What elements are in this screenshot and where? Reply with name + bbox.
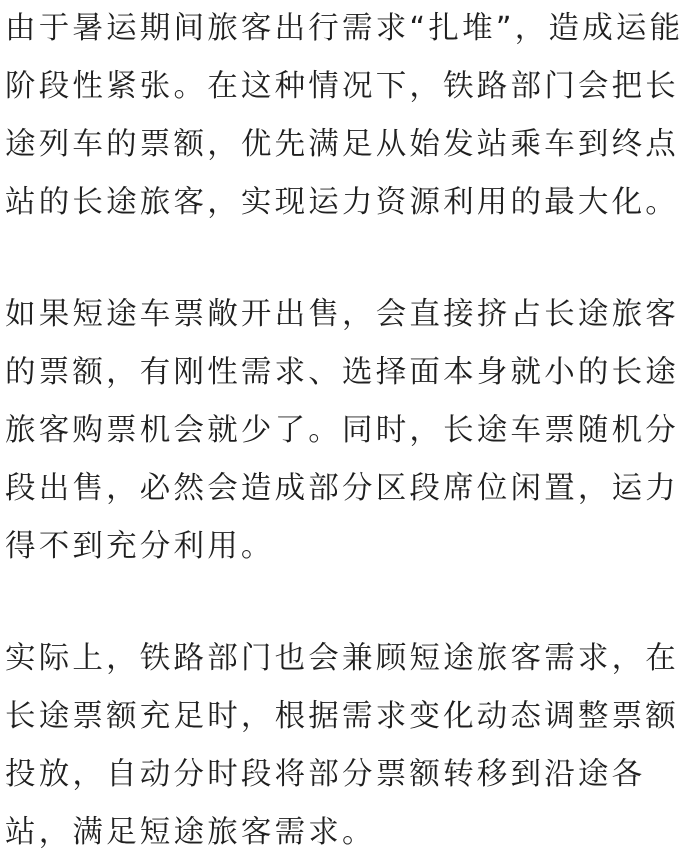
paragraph-1: [5, 0, 696, 232]
text-line: 途列车的票额，优先满足从始发站乘车到终点: [5, 127, 679, 162]
text-line: 由于暑运期间旅客出行需求“扎堆”，造成运能: [5, 11, 684, 46]
text-line: 实际上，铁路部门也会兼顾短途旅客需求，在: [5, 641, 679, 676]
text-line: 站，满足短途旅客需求。: [5, 815, 376, 850]
text-line: 的票额，有刚性需求、选择面本身就小的长途: [5, 355, 679, 390]
text-line: 投放，自动分时段将部分票额转移到沿途各: [5, 757, 646, 792]
text-line: 长途票额充足时，根据需求变化动态调整票额: [5, 699, 679, 734]
text-line: 阶段性紧张。在这种情况下，铁路部门会把长: [5, 69, 679, 104]
text-line: 段出售，必然会造成部分区段席位闲置，运力: [5, 471, 679, 506]
text-line: 如果短途车票敞开出售，会直接挤占长途旅客: [5, 297, 679, 332]
paragraph-3: [5, 630, 696, 862]
text-line: 旅客购票机会就少了。同时，长途车票随机分: [5, 413, 679, 448]
paragraph-2: [5, 286, 696, 576]
text-line: 站的长途旅客，实现运力资源利用的最大化。: [5, 185, 679, 220]
text-line: 得不到充分利用。: [5, 529, 275, 564]
